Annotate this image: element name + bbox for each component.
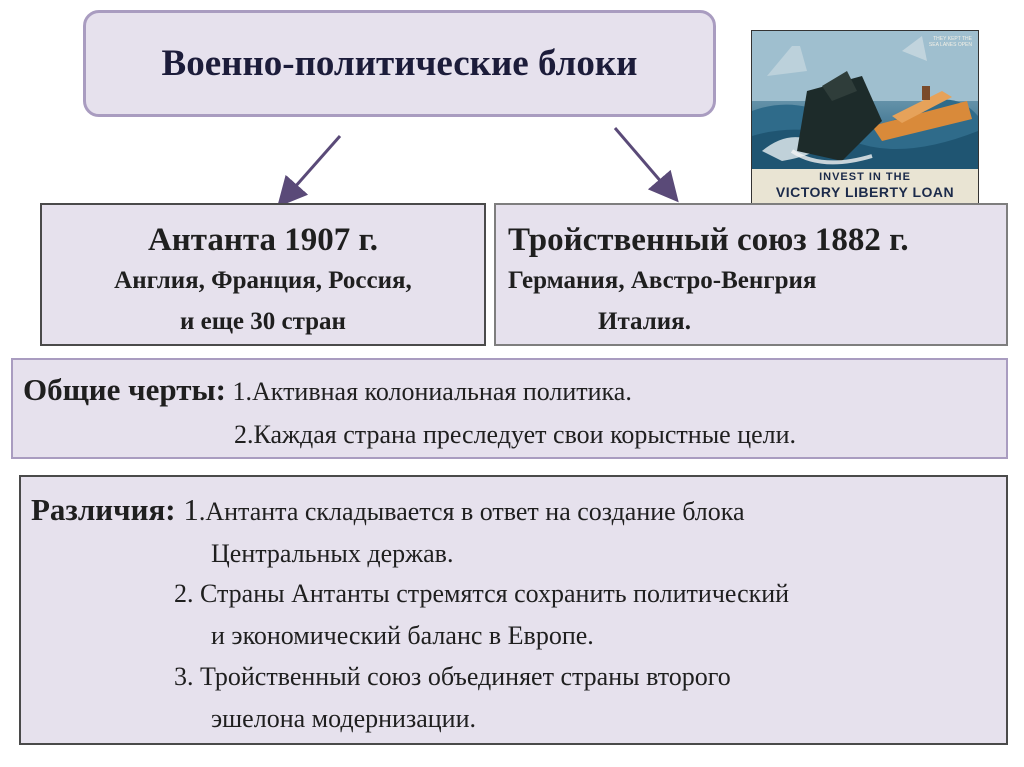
entente-members-extra: и еще 30 стран bbox=[180, 308, 346, 335]
common-features-row1 bbox=[23, 372, 632, 408]
triple-alliance-members: Германия, Австро-Венгрия bbox=[508, 267, 817, 294]
arrow-right bbox=[615, 128, 669, 191]
poster-caption-line1: INVEST IN THE bbox=[819, 171, 911, 183]
arrow-left bbox=[287, 136, 340, 196]
common-feature-2: 2.Каждая страна преследует свои корыстные цели. bbox=[234, 420, 797, 449]
entente-box bbox=[40, 203, 486, 346]
difference-2-cont: и экономический баланс в Европе. bbox=[211, 621, 594, 650]
page-title: Военно-политические блоки bbox=[161, 43, 638, 84]
triple-alliance-members-extra: Италия. bbox=[598, 308, 691, 335]
difference-1-number: 1 bbox=[175, 492, 199, 527]
differences-box bbox=[19, 475, 1008, 745]
common-features-box bbox=[11, 358, 1008, 459]
common-features-colon: : bbox=[215, 372, 226, 407]
difference-1-cont: Центральных держав. bbox=[211, 539, 454, 568]
title-box bbox=[83, 10, 716, 117]
differences-label: Различия: bbox=[31, 492, 176, 527]
difference-1-text: .Антанта складывается в ответ на создание блока bbox=[198, 497, 745, 526]
poster-tag-text: THEY KEPT THE SEA LANES OPEN bbox=[928, 36, 972, 48]
liberty-loan-poster bbox=[751, 30, 979, 204]
common-feature-1: 1.Активная колониальная политика. bbox=[226, 377, 632, 406]
triple-alliance-heading: Тройственный союз 1882 г. bbox=[508, 222, 909, 258]
differences-row1 bbox=[31, 492, 745, 528]
entente-heading: Антанта 1907 г. bbox=[147, 222, 379, 258]
common-features-label: Общие черты bbox=[23, 372, 216, 407]
poster-caption-line2: VICTORY LIBERTY LOAN bbox=[775, 184, 955, 200]
poster-caption bbox=[752, 169, 978, 203]
triple-alliance-box bbox=[494, 203, 1008, 346]
difference-3-cont: эшелона модернизации. bbox=[211, 704, 477, 733]
difference-2-text: 2. Страны Антанты стремятся сохранить политический bbox=[174, 579, 790, 608]
entente-members: Англия, Франция, Россия, bbox=[114, 267, 412, 294]
difference-3-text: 3. Тройственный союз объединяет страны второго bbox=[174, 662, 731, 691]
